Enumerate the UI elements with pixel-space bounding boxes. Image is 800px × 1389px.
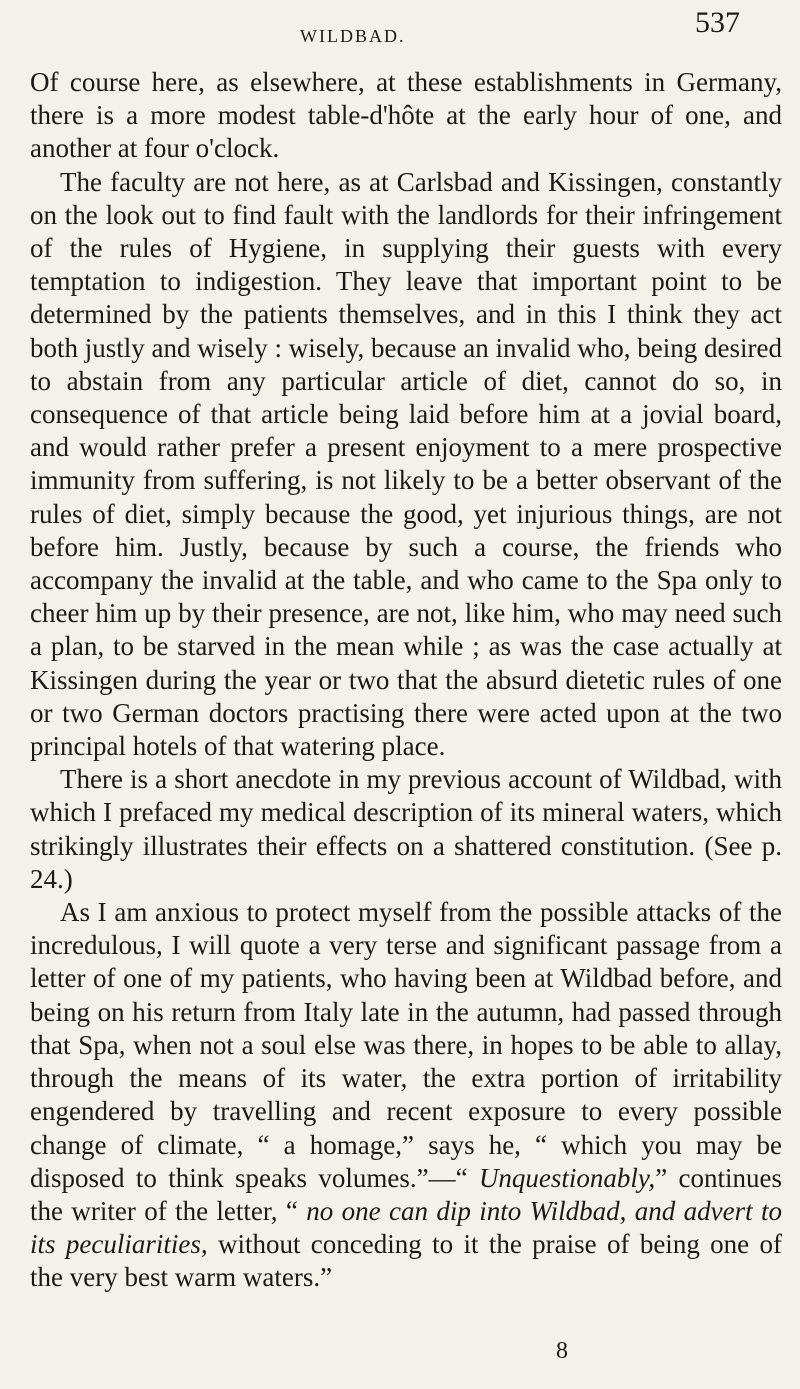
body-text (30, 66, 782, 1295)
letter-text-after: without conceding to it the praise of being one of the very best warm waters.” (30, 1229, 782, 1293)
letter-italic-unquestionably: Unquestionably, (478, 1162, 656, 1193)
paragraph-patient-letter (30, 896, 782, 1294)
signature-mark: 8 (556, 1338, 568, 1364)
letter-text-before: As I am anxious to protect myself from the possible attacks of the incredulous, I will quote a very terse and significant passage from a letter of one of my patients, who having been at Wildbad before, and being on his return from Italy late in the autumn, had passed through that Spa, when not a soul else was there, in hopes to be able to allay, through the means of its water, the extra portion of irritability engendered by travelling and recent exposure to every possible change of climate, “ a homage,” says he, “ which you may be disposed to think speaks volumes.”—“ (30, 897, 782, 1193)
paragraph-table-dhote: Of course here, as elsewhere, at these establishments in Germany, there is a more modest table-d'hôte at the early hour of one, and another at four o'clock. (30, 67, 782, 164)
page-number: 537 (695, 6, 740, 39)
letter-italic-quote: no one can dip into Wildbad, and advert to its peculiarities, (30, 1195, 782, 1260)
paragraph-anecdote: There is a short anecdote in my previous account of Wildbad, with which I prefaced my medical description of its mineral waters, which strikingly illustrates their effects on a shattered constitution. (See p. 24.) (30, 764, 782, 894)
letter-text-between: ” continues the writer of the letter, “ (30, 1162, 782, 1226)
paragraph-faculty-hygiene: The faculty are not here, as at Carlsbad and Kissingen, constantly on the look out to find fault with the landlords for their infringement of the rules of Hygiene, in supplying their guests with every temptation to indigestion. They leave that important point to be determined by the patients themselves, and in this I think they act both justly and wisely : wisely, because an invalid who, being desired to abstain from any particular article of diet, cannot do so, in consequence of that article being laid before him at a jovial board, and would rather prefer a present enjoyment to a mere prospective immunity from suffering, is not likely to be a better observant of the rules of diet, simply because the good, yet injurious things, are not before him. Justly, because by such a course, the friends who accompany the invalid at the table, and who came to the Spa only to cheer him up by their presence, are not, like him, who may need such a plan, to be starved in the mean while ; as was the case actually at Kissingen during the year or two that the absurd dietetic rules of one or two German doctors practising there were acted upon at the two principal hotels of that watering place. (30, 166, 782, 762)
running-head: WILDBAD. (300, 26, 406, 46)
